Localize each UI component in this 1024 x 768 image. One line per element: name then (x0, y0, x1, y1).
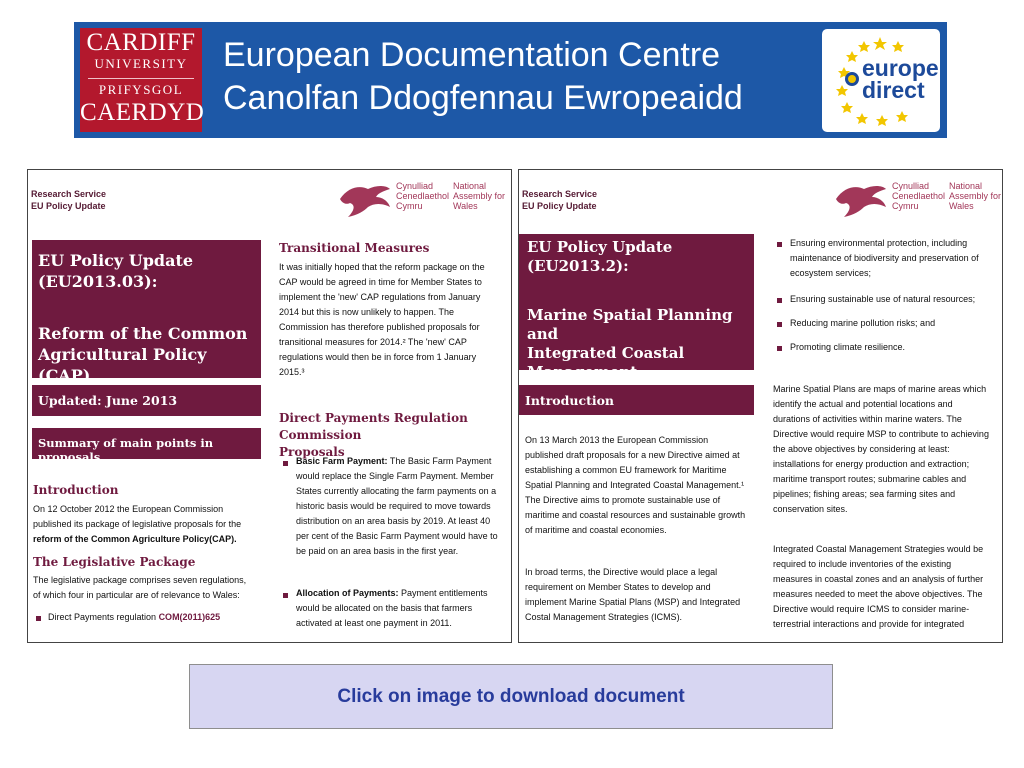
doc2-p1-line: Spatial Planning and Integrated Coastal Management.¹ (525, 480, 745, 490)
banner-title (223, 34, 743, 120)
welsh-dragon-icon (338, 183, 392, 219)
doc1-b1-line: be paid on an area basis in the first year. (296, 546, 459, 556)
doc1-transitional-line: 2015.³ (279, 367, 305, 377)
doc1-assembly-cy-line: Cynulliad (396, 181, 434, 191)
doc2-p2-line: Costal Management Strategies (ICMS). (525, 612, 683, 622)
doc1-updated-text: Updated: June 2013 (38, 393, 178, 408)
doc2-bullet-natural-resources: Ensuring sustainable use of natural resources; (790, 294, 976, 304)
doc2-msp-paragraph (773, 382, 1001, 517)
doc2-p3-line: installations for energy production and extraction; (773, 459, 970, 469)
doc2-assembly-logo (834, 181, 1003, 221)
document-thumbnail-marine-spatial-planning[interactable] (518, 169, 1003, 643)
doc1-intro-line: On 12 October 2012 the European Commission (33, 504, 224, 514)
doc1-subtitle-line: Reform of the Common (38, 324, 248, 343)
doc1-intro-bold: reform of the Common Agriculture Policy(CAP). (33, 534, 237, 544)
europe-direct-line1: europe (862, 55, 939, 81)
title-english: European Documentation Centre (223, 36, 721, 74)
doc2-p4-line: measures needed to meet the above objectives. The (773, 589, 983, 599)
document-thumbnail-cap-reform[interactable] (27, 169, 512, 643)
doc2-bullet-line: Ensuring environmental protection, including (790, 238, 968, 248)
doc2-p1-line: On 13 March 2013 the European Commission (525, 435, 709, 445)
doc1-b2-line: activated at least one payment in 2011. (296, 618, 452, 628)
doc1-transitional-paragraph (279, 260, 505, 380)
doc2-assembly-en-line: Wales (949, 201, 974, 211)
doc1-transitional-line: regulations would then be in force from 1 January (279, 352, 477, 362)
doc1-b1-line: The Basic Farm Payment (387, 456, 492, 466)
doc2-update-label: EU Policy Update (522, 201, 597, 211)
doc1-assembly-english (453, 181, 505, 211)
bullet-icon (777, 242, 782, 247)
header-banner (74, 22, 947, 138)
doc1-legislative-paragraph (33, 573, 263, 603)
doc2-p3-line: the above objectives by considering at least: (773, 444, 950, 454)
doc1-transitional-heading: Transitional Measures (279, 241, 430, 255)
doc2-subtitle (527, 306, 754, 382)
doc1-updated-box (32, 385, 261, 416)
doc2-p1-line: The Directive aims to promote sustainable use of (525, 495, 721, 505)
doc1-assembly-en-line: Assembly for (453, 191, 506, 201)
doc1-direct-heading-line: Proposals (279, 445, 345, 459)
doc2-p1-line: maritime and coastal resources and sustainable growth (525, 510, 746, 520)
doc1-intro-heading: Introduction (33, 483, 119, 497)
doc2-header-service (522, 188, 597, 212)
bullet-icon (777, 298, 782, 303)
doc1-transitional-line: implement the 'new' CAP regulations from January (279, 292, 481, 302)
doc1-b1-label: Basic Farm Payment: (296, 456, 388, 466)
doc1-transitional-line: 2014 but this is now unlikely to happen. The (279, 307, 454, 317)
bullet-icon (283, 461, 288, 466)
doc1-header-service (31, 188, 106, 212)
doc2-assembly-english (949, 181, 1001, 211)
download-document-button[interactable] (189, 664, 833, 729)
doc2-subtitle-line: Management (527, 363, 638, 381)
doc2-bullet-line: ecosystem services; (790, 268, 872, 278)
doc2-intro-paragraph (525, 433, 755, 538)
doc2-p3-line: maritime transport routes; submarine cables and (773, 474, 967, 484)
doc2-p1-line: of maritime and coastal economies. (525, 525, 667, 535)
doc2-p3-line: identify the actual and potential locations and (773, 399, 953, 409)
doc2-subtitle-line: Integrated Coastal (527, 344, 685, 362)
doc2-bullet-environment (790, 236, 1000, 281)
title-welsh: Canolfan Ddogfennau Ewropeaidd (223, 79, 743, 117)
doc2-title-line: EU Policy Update (527, 238, 673, 256)
doc1-title-box (32, 240, 261, 385)
doc1-b1-line: States currently allocating the farm payments on a (296, 486, 497, 496)
doc2-assembly-en-line: National (949, 181, 983, 191)
doc2-assembly-cy-line: Cenedlaethol (892, 191, 946, 201)
doc1-direct-heading-line: Direct Payments Regulation Commission (279, 411, 468, 442)
doc1-title-line: EU Policy Update (38, 251, 194, 270)
doc1-b2-line: would be allocated on the basis that farmers (296, 603, 473, 613)
bullet-icon (36, 616, 41, 621)
doc2-p4-line: terrestrial interactions and provide for integrated (773, 619, 965, 629)
cardiff-university-logo (80, 28, 205, 132)
doc1-service-label: Research Service (31, 189, 107, 199)
doc2-p1-line: establishing a common EU framework for Maritime (525, 465, 727, 475)
doc1-b2-line: Payment entitlements (398, 588, 488, 598)
doc1-assembly-cy-line: Cenedlaethol (396, 191, 450, 201)
doc2-p2-line: In broad terms, the Directive would place a legal (525, 567, 718, 577)
doc1-legislative-line: The legislative package comprises seven regulations, (33, 575, 247, 585)
doc1-subtitle-line: Agricultural Policy (CAP) (38, 345, 207, 385)
doc2-bullet-line: maintenance of biodiversity and preservation of (790, 253, 979, 263)
doc2-title-box (519, 234, 754, 381)
logo-line-prifysgol: PRIFYSGOL (98, 82, 184, 97)
doc1-subtitle (38, 323, 261, 386)
doc2-intro-heading: Introduction (525, 393, 615, 408)
doc1-assembly-welsh (396, 181, 449, 211)
doc1-transitional-line: Commission has therefore published proposals for (279, 322, 480, 332)
doc2-title-line: (EU2013.2): (527, 257, 629, 275)
doc2-p3-line: conservation sites. (773, 504, 848, 514)
bullet-icon (777, 346, 782, 351)
doc2-p3-line: pipelines; fishing areas; sea farming sites and (773, 489, 956, 499)
bullet-icon (283, 593, 288, 598)
doc2-p1-line: published draft proposals for a new Directive aimed at (525, 450, 740, 460)
doc1-bullet-text: Direct Payments regulation (48, 612, 159, 622)
doc1-b1-line: distribution on an area basis by 2019. At least 40 (296, 516, 491, 526)
doc1-bullet-direct-payments (48, 610, 268, 625)
doc2-p4-line: Integrated Coastal Management Strategies would be (773, 544, 984, 554)
doc2-bullet-climate: Promoting climate resilience. (790, 342, 906, 352)
doc1-bullet-code: COM(2011)625 (158, 612, 221, 622)
doc2-assembly-cy-line: Cynulliad (892, 181, 930, 191)
logo-divider (88, 78, 194, 79)
doc2-p2-line: requirement on Member States to develop and (525, 582, 711, 592)
doc1-assembly-logo (338, 181, 512, 221)
doc1-b1-line: would replace the Single Farm Payment. Member (296, 471, 494, 481)
doc1-bullet-basic-farm-payment (296, 454, 508, 559)
europe-direct-logo (822, 29, 940, 132)
europe-direct-line2: direct (862, 77, 925, 103)
doc1-title (38, 250, 193, 292)
doc2-p4-line: required to include inventories of the existing (773, 559, 952, 569)
doc1-legislative-heading: The Legislative Package (33, 555, 196, 569)
logo-line-cardiff: CARDIFF (86, 29, 196, 56)
doc2-assembly-welsh (892, 181, 945, 211)
doc2-p3-line: Marine Spatial Plans are maps of marine areas which (773, 384, 987, 394)
doc2-p4-line: measures in coastal zones and an analysis of further (773, 574, 984, 584)
doc1-b2-label: Allocation of Payments: (296, 588, 399, 598)
doc1-update-label: EU Policy Update (31, 201, 106, 211)
doc1-intro-line: published its package of legislative proposals for the (33, 519, 242, 529)
doc2-assembly-cy-line: Cymru (892, 201, 919, 211)
welsh-dragon-icon (834, 183, 888, 219)
doc1-assembly-en-line: Wales (453, 201, 478, 211)
doc1-assembly-cy-line: Cymru (396, 201, 423, 211)
doc2-subtitle-line: Marine Spatial Planning and (527, 306, 733, 343)
doc1-transitional-line: transitional measures for 2014.² The 'new' CAP (279, 337, 467, 347)
doc1-summary-box (32, 428, 261, 464)
doc1-bullet-allocation (296, 586, 508, 631)
doc2-assembly-en-line: Assembly for (949, 191, 1002, 201)
doc1-transitional-line: CAP would be agreed in time for Member States to (279, 277, 482, 287)
doc2-introduction-box (519, 385, 754, 415)
doc1-summary-text: Summary of main points in proposals (38, 436, 214, 464)
doc1-title-line: (EU2013.03): (38, 272, 158, 291)
doc2-p3-line: durations of activities within marine waters. The (773, 414, 962, 424)
doc1-b1-line: historic basis would be required to move towards (296, 501, 491, 511)
doc1-intro-paragraph (33, 502, 263, 547)
doc2-broad-terms-paragraph (525, 565, 755, 625)
download-label: Click on image to download document (337, 685, 685, 707)
doc2-p2-line: implement Marine Spatial Plans (MSP) and Integrated (525, 597, 741, 607)
doc2-p4-line: Directive would require ICMS to consider marine- (773, 604, 970, 614)
doc2-icms-paragraph (773, 542, 1001, 632)
logo-line-caerdydd: CAERDYD (80, 99, 205, 126)
doc1-assembly-en-line: National (453, 181, 487, 191)
doc2-p3-line: Directive would require MSP to contribute to achieving (773, 429, 989, 439)
logo-line-university: UNIVERSITY (94, 56, 188, 71)
doc1-legislative-line: of which four in particular are of relevance to Wales: (33, 590, 240, 600)
bullet-icon (777, 322, 782, 327)
doc2-bullet-pollution: Reducing marine pollution risks; and (790, 318, 936, 328)
doc1-b1-line: per cent of the Basic Farm Payment would have to (296, 531, 498, 541)
doc2-title (527, 238, 672, 276)
doc2-service-label: Research Service (522, 189, 598, 199)
doc1-transitional-line: It was initially hoped that the reform package on the (279, 262, 485, 272)
